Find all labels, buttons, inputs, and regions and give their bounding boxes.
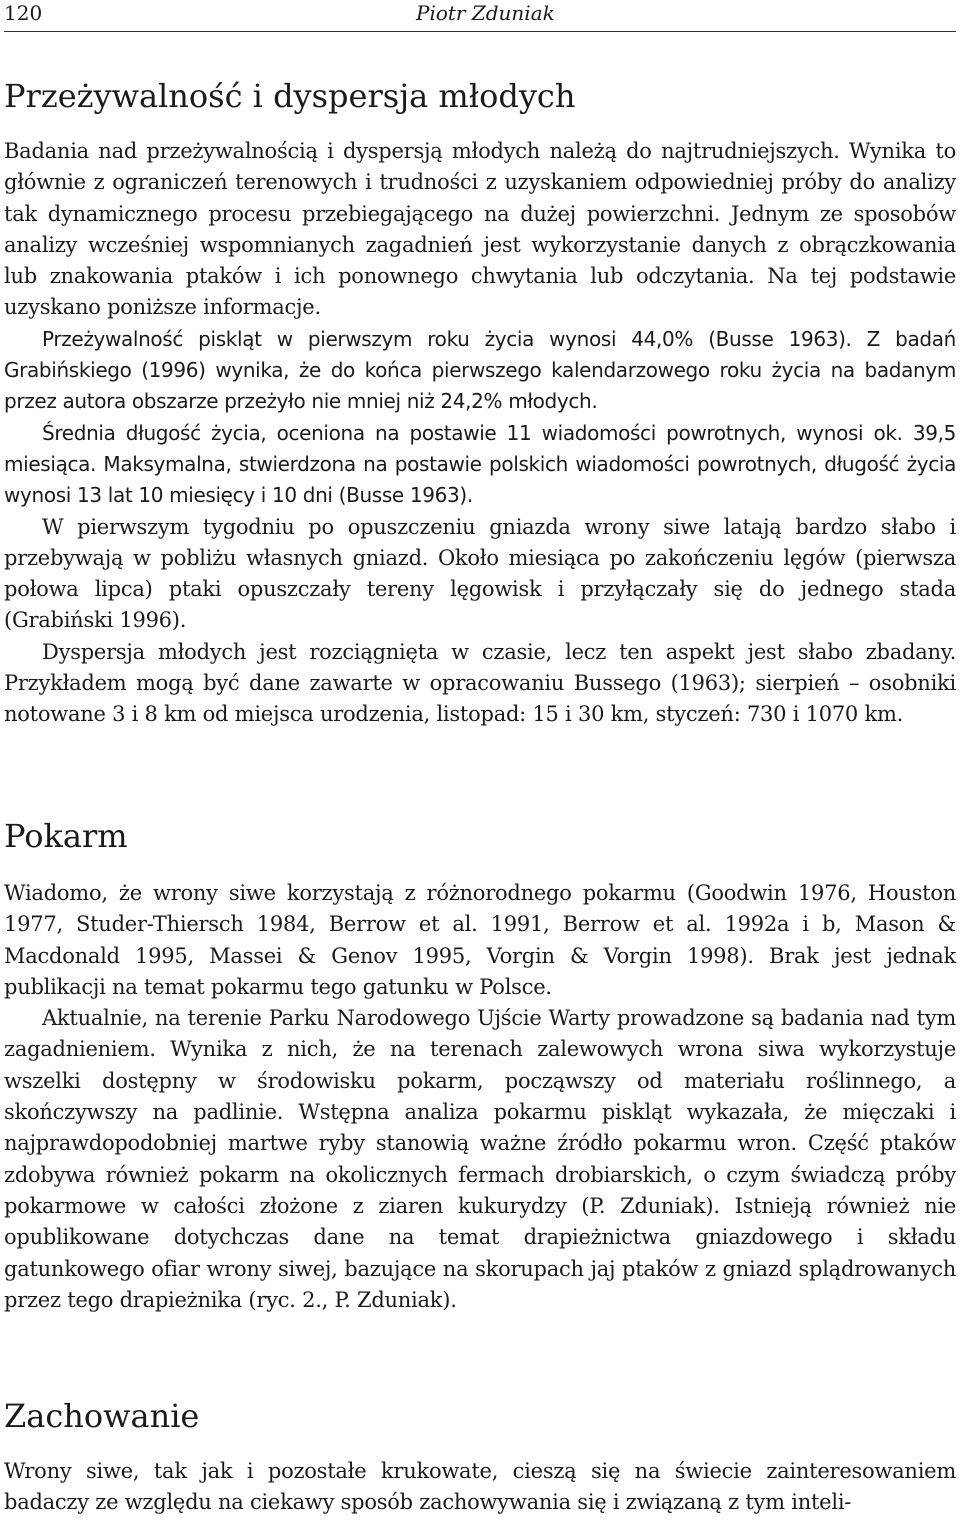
header-rule: [4, 31, 956, 32]
paragraph: Wiadomo, że wrony siwe korzystają z różnorodnego pokarmu (Goodwin 1976, Houston 1977, Studer-Thiersch 1984, Berrow et al. 1991, Berrow et al. 1992a i b, Mason & Macdonald 1995, Massei & Genov 1995, Vorgin & Vorgin 1998). Brak jest jednak publikacji na temat pokarmu tego gatunku w Polsce.: [4, 881, 956, 999]
paragraph: Przeżywalność piskląt w pierwszym roku życia wynosi 44,0% (Busse 1963). Z badań Grabińskiego (1996) wynika, że do końca pierwszego kalendarzowego roku życia na badanym przez autora obszarze przeżyło nie mniej niż 24,2% młodych.: [4, 326, 956, 414]
running-head: [4, 0, 956, 28]
section-behaviour: [4, 1396, 956, 1519]
paragraph: Dyspersja młodych jest rozciągnięta w czasie, lecz ten aspekt jest słabo zbadany. Przykładem mogą być dane zawarte w opracowaniu Bussego (1963); sierpień – osobniki notowane 3 i 8 km od miejsca urodzenia, listopad: 15 i 30 km, styczeń: 730 i 1070 km.: [4, 639, 956, 727]
paragraph: Aktualnie, na terenie Parku Narodowego Ujście Warty prowadzone są badania nad tym zagadnieniem. Wynika z nich, że na terenach zalewowych wrona siwa wykorzystuje wszelki dostępny w środowisku pokarm, począwszy od materiału roślinnego, a skończywszy na padlinie. Wstępna analiza pokarmu piskląt wykazała, że mięczaki i najprawdopodobniej martwe ryby stanowią ważne źródło pokarmu wron. Część ptaków zdobywa również pokarm na okolicznych fermach drobiarskich, o czym świadczą próby pokarmowe w całości złożone z ziaren kukurydzy (P. Zduniak). Istnieją również nie opublikowane dotychczas dane na temat drapieżnictwa gniazdowego i składu gatunkowego ofiar wrony siwej, bazujące na skorupach jaj ptaków z gniazd splądrowanych przez tego drapieżnika (ryc. 2., P. Zduniak).: [4, 1006, 956, 1312]
section-heading: Pokarm: [4, 817, 128, 855]
running-head-author: Piotr Zduniak: [416, 1, 555, 25]
paragraph: W pierwszym tygodniu po opuszczeniu gniazda wrony siwe latają bardzo słabo i przebywają w pobliżu własnych gniazd. Około miesiąca po zakończeniu lęgów (pierwsza połowa lipca) ptaki opuszczały tereny lęgowisk i przyłączały się do jednego stada (Grabiński 1996).: [4, 514, 956, 633]
section-food: [4, 816, 956, 1316]
paragraph: Badania nad przeżywalnością i dyspersją młodych należą do najtrudniejszych. Wynika to głównie z ograniczeń terenowych i trudności z uzyskaniem odpowiedniej próby do analizy tak dynamicznego procesu przebiegającego na dużej powierzchni. Jednym ze sposobów analizy wcześniej wspomnianych zagadnień jest wykorzystanie danych z obrączkowania lub znakowania ptaków i ich ponownego chwytania lub odczytania. Na tej podstawie uzyskano poniższe informacje.: [4, 139, 956, 320]
paragraph: Średnia długość życia, oceniona na postawie 11 wiadomości powrotnych, wynosi ok. 39,5 miesiąca. Maksymalna, stwierdzona na postawie polskich wiadomości powrotnych, długość życia wynosi 13 lat 10 miesięcy i 10 dni (Busse 1963).: [4, 420, 956, 508]
section-survival-dispersal: [4, 76, 956, 731]
section-heading: Przeżywalność i dyspersja młodych: [4, 77, 576, 115]
section-heading: Zachowanie: [4, 1397, 200, 1435]
paragraph: Wrony siwe, tak jak i pozostałe krukowate, cieszą się na świecie zainteresowaniem badaczy ze względu na ciekawy sposób zachowywania się i związaną z tym inteli-: [4, 1459, 956, 1515]
page-number: 120: [4, 1, 43, 25]
